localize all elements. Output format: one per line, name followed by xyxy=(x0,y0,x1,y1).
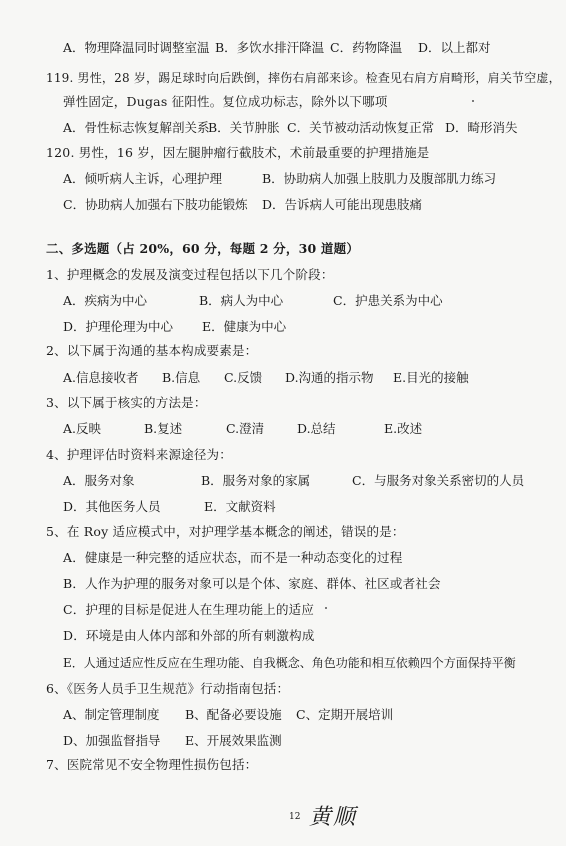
q119-option-c: C．关节被动活动恢复正常 xyxy=(287,120,435,135)
q119-stem-line2: 弹性固定，Dugas 征阳性。复位成功标志，除外以下哪项 xyxy=(63,94,388,109)
m1-option-a: A．疾病为中心 xyxy=(63,293,148,308)
m3-option-d: D.总结 xyxy=(297,421,336,436)
q118-option-a: A．物理降温同时调整室温 xyxy=(63,40,210,55)
m3-option-b: B.复述 xyxy=(144,421,183,436)
m2-option-b: B.信息 xyxy=(162,370,201,385)
q119-stem-line1: 119. 男性，28 岁，踢足球时向后跌倒，摔伤右肩部来诊。检查见右肩方肩畸形，肩关节空虚， xyxy=(46,71,561,85)
m5-option-d: D．环境是由人体内部和外部的所有刺激构成 xyxy=(63,628,315,643)
m1-stem: 1、护理概念的发展及演变过程包括以下几个阶段： xyxy=(46,267,334,282)
q119-option-a: A．骨性标志恢复解剖关系 xyxy=(63,120,210,135)
m3-option-c: C.澄清 xyxy=(226,421,265,436)
q119-option-b: B．关节肿胀 xyxy=(208,120,280,135)
m2-option-a: A.信息接收者 xyxy=(63,370,139,385)
q118-option-d: D．以上都对 xyxy=(418,40,491,55)
m4-option-b: B．服务对象的家属 xyxy=(201,473,311,488)
m4-option-a: A．服务对象 xyxy=(63,473,135,488)
m6-option-c: C、定期开展培训 xyxy=(296,707,394,722)
q120-option-a: A．倾听病人主诉，心理护理 xyxy=(63,171,223,186)
q118-option-c: C．药物降温 xyxy=(330,40,403,55)
m6-option-e: E、开展效果监测 xyxy=(185,733,282,748)
m2-stem: 2、以下属于沟通的基本构成要素是： xyxy=(46,343,258,358)
m4-option-e: E．文献资料 xyxy=(204,499,276,514)
m1-option-e: E．健康为中心 xyxy=(202,319,287,334)
m7-stem: 7、医院常见不安全物理性损伤包括： xyxy=(46,757,258,772)
m5-option-b: B．人作为护理的服务对象可以是个体、家庭、群体、社区或者社会 xyxy=(63,576,441,591)
m4-option-c: C．与服务对象关系密切的人员 xyxy=(352,473,525,488)
m3-option-a: A.反映 xyxy=(63,421,102,436)
scan-speck xyxy=(325,607,327,609)
q120-option-c: C．协助病人加强右下肢功能锻炼 xyxy=(63,197,248,212)
m3-stem: 3、以下属于核实的方法是： xyxy=(46,395,207,410)
m2-option-e: E.目光的接触 xyxy=(393,370,469,385)
m5-option-c: C．护理的目标是促进人在生理功能上的适应 xyxy=(63,602,315,617)
q120-option-b: B．协助病人加强上肢肌力及腹部肌力练习 xyxy=(262,171,497,186)
section-header-multiple-choice: 二、多选题（占 20%，60 分，每题 2 分，30 道题） xyxy=(46,241,360,256)
q118-option-b: B．多饮水排汗降温 xyxy=(215,40,325,55)
m2-option-c: C.反馈 xyxy=(224,370,263,385)
m1-option-d: D．护理伦理为中心 xyxy=(63,319,174,334)
m1-option-b: B．病人为中心 xyxy=(199,293,284,308)
m6-option-a: A、制定管理制度 xyxy=(63,707,160,722)
m6-stem: 6、《医务人员手卫生规范》行动指南包括： xyxy=(46,681,290,696)
q120-option-d: D．告诉病人可能出现患肢痛 xyxy=(262,197,423,212)
page-number: 12 xyxy=(289,812,301,822)
q120-stem: 120. 男性，16 岁，因左腿肿瘤行截肢术，术前最重要的护理措施是 xyxy=(46,145,430,160)
m5-option-e: E．人通过适应性反应在生理功能、自我概念、角色功能和相互依赖四个方面保持平衡 xyxy=(63,656,516,670)
m3-option-e: E.改述 xyxy=(384,421,423,436)
m5-option-a: A．健康是一种完整的适应状态，而不是一种动态变化的过程 xyxy=(63,550,403,565)
m4-stem: 4、护理评估时资料来源途径为： xyxy=(46,447,232,462)
m4-option-d: D．其他医务人员 xyxy=(63,499,161,514)
q119-option-d: D．畸形消失 xyxy=(445,120,518,135)
scan-speck xyxy=(472,100,474,102)
m6-option-d: D、加强监督指导 xyxy=(63,733,161,748)
m1-option-c: C．护患关系为中心 xyxy=(333,293,443,308)
m6-option-b: B、配备必要设施 xyxy=(185,707,282,722)
handwritten-signature: 黄顺 xyxy=(309,805,358,830)
m5-stem: 5、在 Roy 适应模式中，对护理学基本概念的阐述，错误的是： xyxy=(46,524,405,539)
m2-option-d: D.沟通的指示物 xyxy=(285,370,374,385)
